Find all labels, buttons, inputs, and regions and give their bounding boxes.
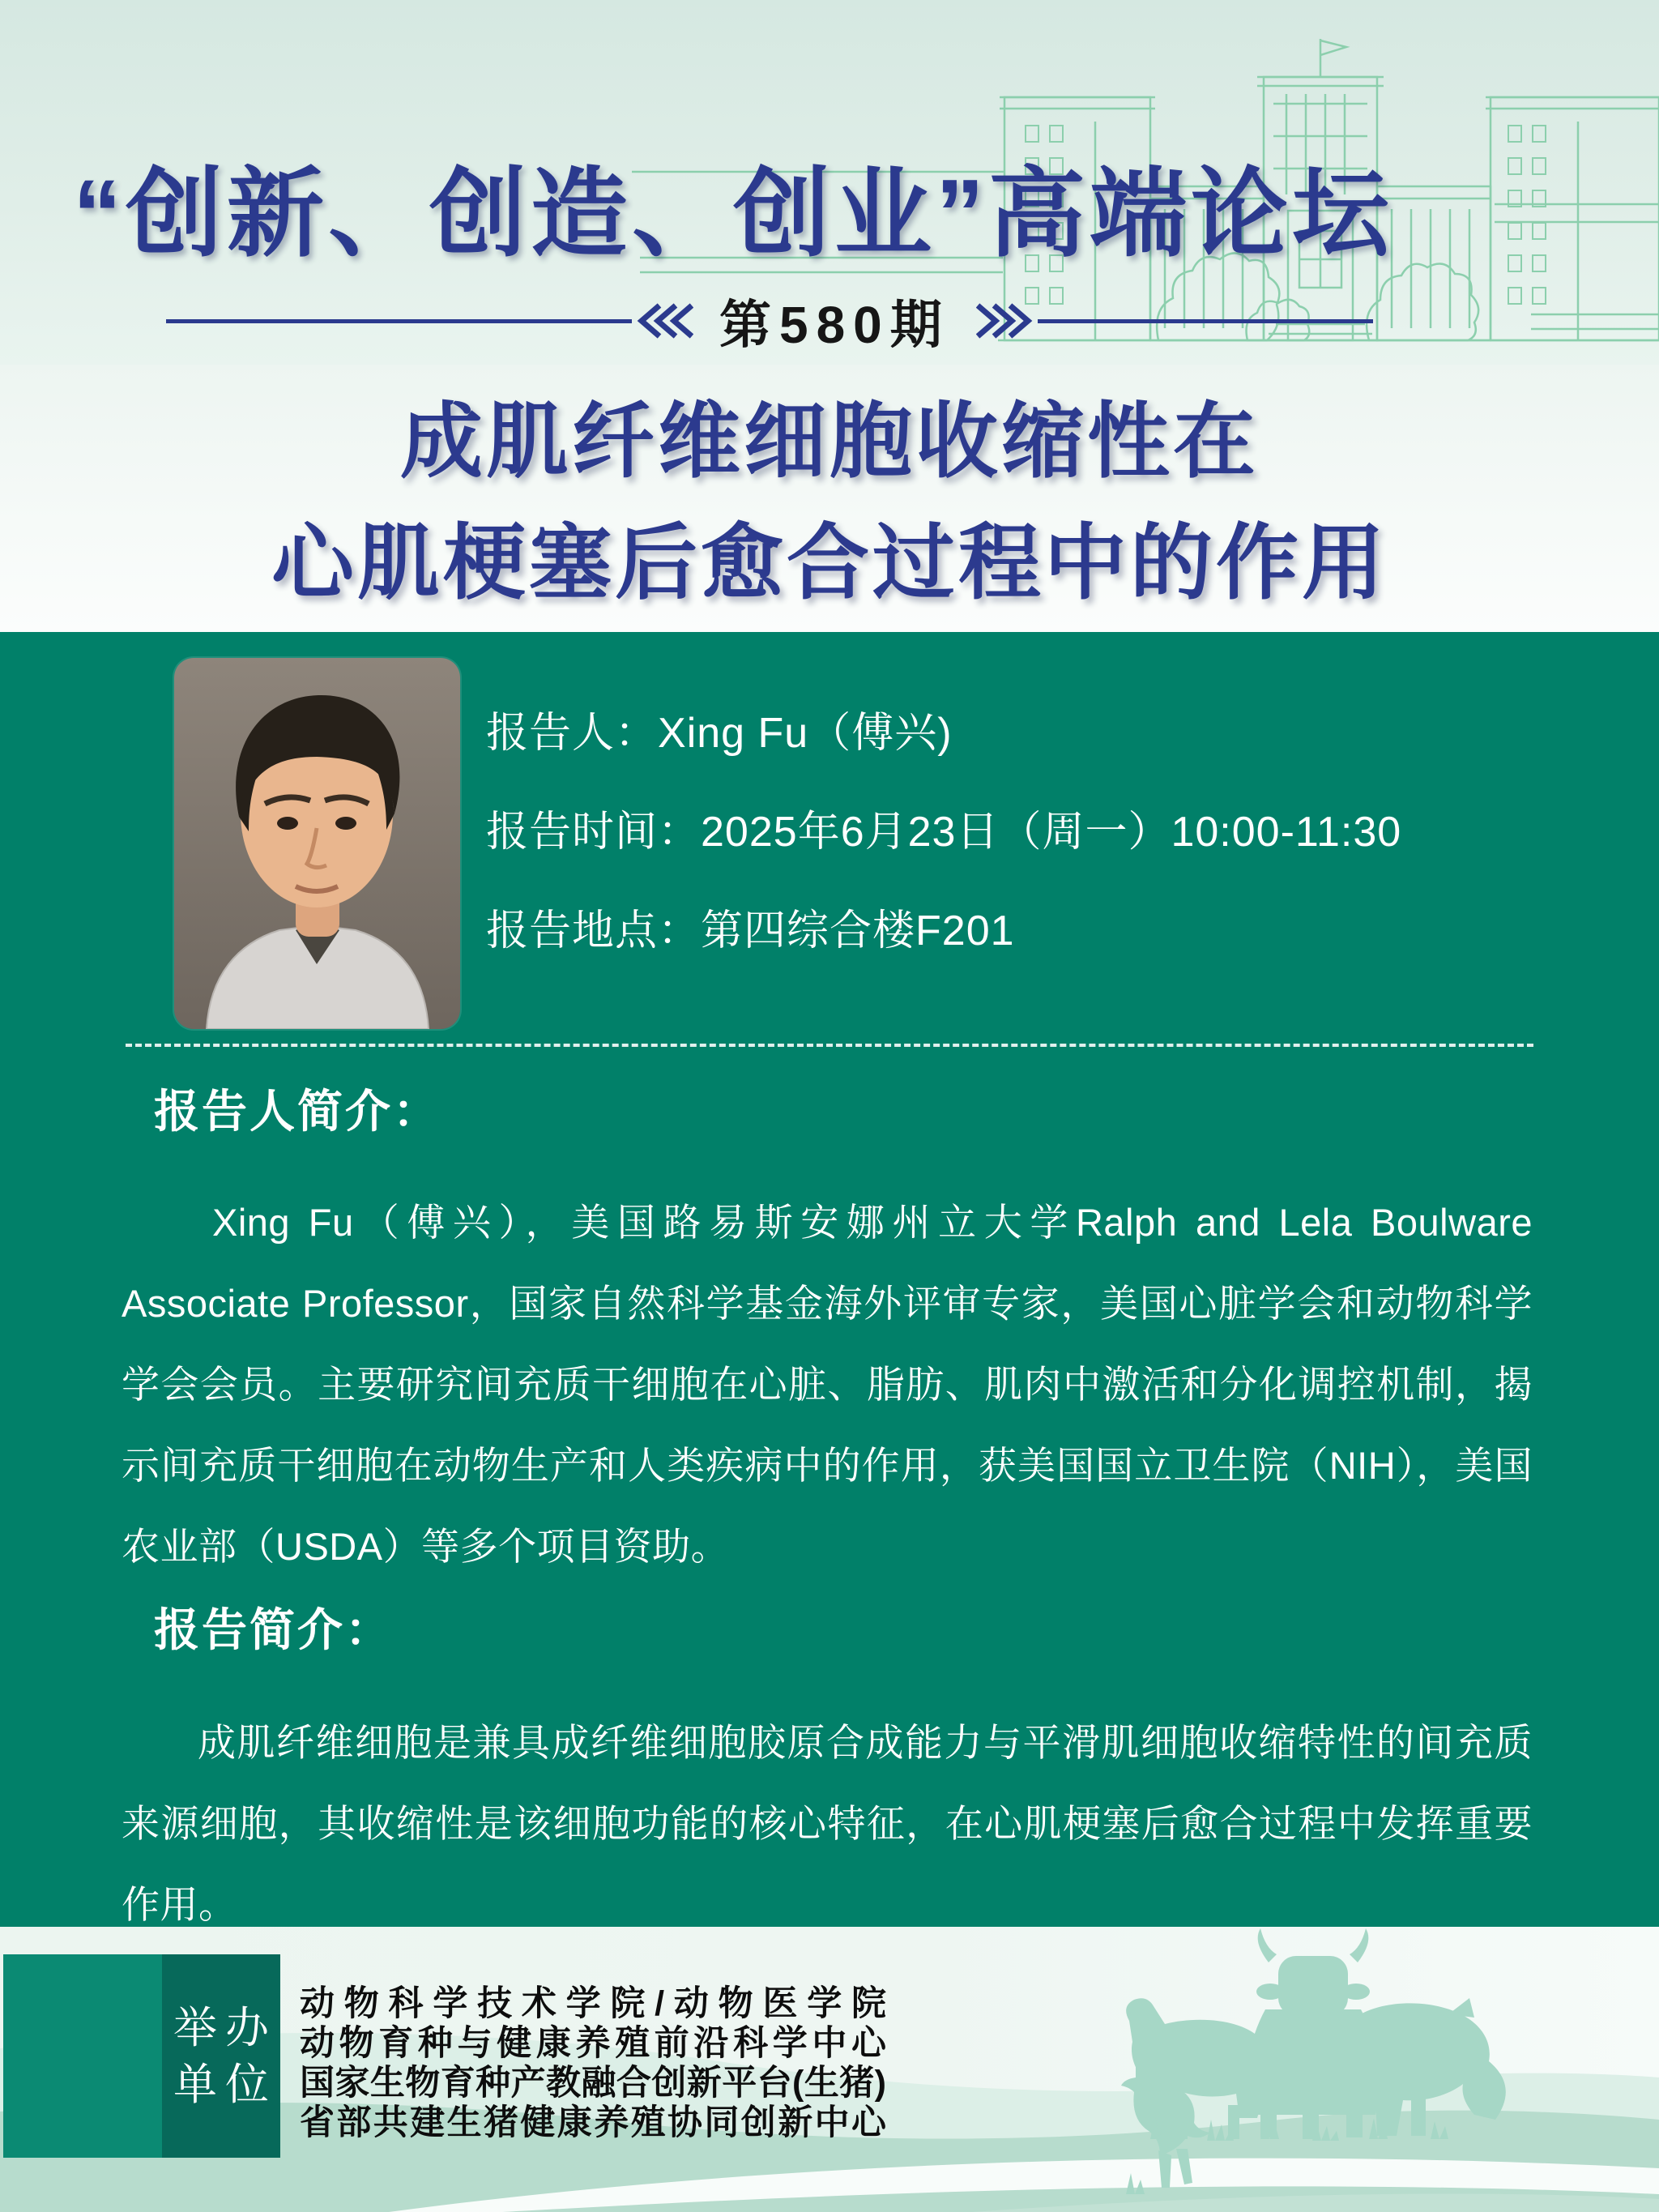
abstract-heading: 报告简介： bbox=[154, 1604, 393, 1655]
issue-divider bbox=[166, 296, 1373, 354]
divider-line-right bbox=[1038, 319, 1373, 323]
organizer-item: 国家生物育种产教融合创新平台(生猪) bbox=[300, 2064, 886, 2103]
issue-number: 第580期 bbox=[719, 296, 950, 354]
speaker-portrait-graphic bbox=[174, 658, 460, 1029]
chevrons-right-icon bbox=[976, 302, 1033, 339]
bio-heading: 报告人简介： bbox=[154, 1086, 441, 1137]
divider-line-left bbox=[166, 319, 632, 323]
organizer-label-box bbox=[162, 1954, 280, 2158]
location-info-line bbox=[486, 896, 1015, 957]
time-label: 报告时间： bbox=[486, 809, 702, 856]
organizer-label-line1: 举办 bbox=[173, 2003, 277, 2052]
dashed-divider bbox=[126, 1044, 1533, 1047]
speaker-value: Xing Fu（傅兴) bbox=[658, 710, 953, 757]
location-value: 第四综合楼F201 bbox=[701, 907, 1015, 954]
organizer-item: 动物育种与健康养殖前沿科学中心 bbox=[300, 2024, 886, 2063]
main-content-section bbox=[0, 632, 1659, 1927]
organizer-list bbox=[300, 1984, 886, 2143]
organizer-box-accent bbox=[3, 1954, 162, 2158]
lecture-title-section bbox=[0, 365, 1659, 632]
organizer-item: 省部共建生猪健康养殖协同创新中心 bbox=[300, 2103, 886, 2142]
footer-section bbox=[0, 1927, 1659, 2212]
time-value: 2025年6月23日（周一）10:00-11:30 bbox=[701, 809, 1402, 856]
time-info-line bbox=[486, 797, 1401, 858]
lecture-title bbox=[0, 365, 1659, 624]
header-section bbox=[0, 0, 1659, 365]
lecture-title-line2: 心肌梗塞后愈合过程中的作用 bbox=[271, 517, 1388, 609]
organizer-item: 动物科学技术学院/动物医学院 bbox=[300, 1984, 886, 2023]
lecture-title-line1: 成肌纤维细胞收缩性在 bbox=[400, 395, 1259, 488]
speaker-info-line bbox=[486, 698, 953, 759]
location-label: 报告地点： bbox=[486, 907, 702, 954]
organizer-label-line2: 单位 bbox=[173, 2060, 277, 2109]
abstract-paragraph: 成肌纤维细胞是兼具成纤维细胞胶原合成能力与平滑肌细胞收缩特性的间充质来源细胞，其收缩性是该细胞功能的核心特征，在心肌梗塞后愈合过程中发挥重要作用。 bbox=[122, 1721, 1533, 1926]
forum-series-title: “创新、创造、创业”高端论坛 bbox=[73, 160, 1393, 268]
speaker-label: 报告人： bbox=[486, 710, 659, 757]
bio-paragraph: Xing Fu（傅兴），美国路易斯安娜州立大学Ralph and Lela Boulware Associate Professor，国家自然科学基金海外评审专家，美国心脏学会和动物科学学会会员。主要研究间充质干细胞在心脏、脂肪、肌肉中激活和分化调控机制，揭示间充质干细胞在动物生产和人类疾病中的作用，获美国国立卫生院（NIH），美国农业部（USDA）等多个项目资助。 bbox=[122, 1201, 1533, 1568]
speaker-photo bbox=[174, 658, 460, 1029]
chevrons-left-icon bbox=[637, 302, 693, 339]
